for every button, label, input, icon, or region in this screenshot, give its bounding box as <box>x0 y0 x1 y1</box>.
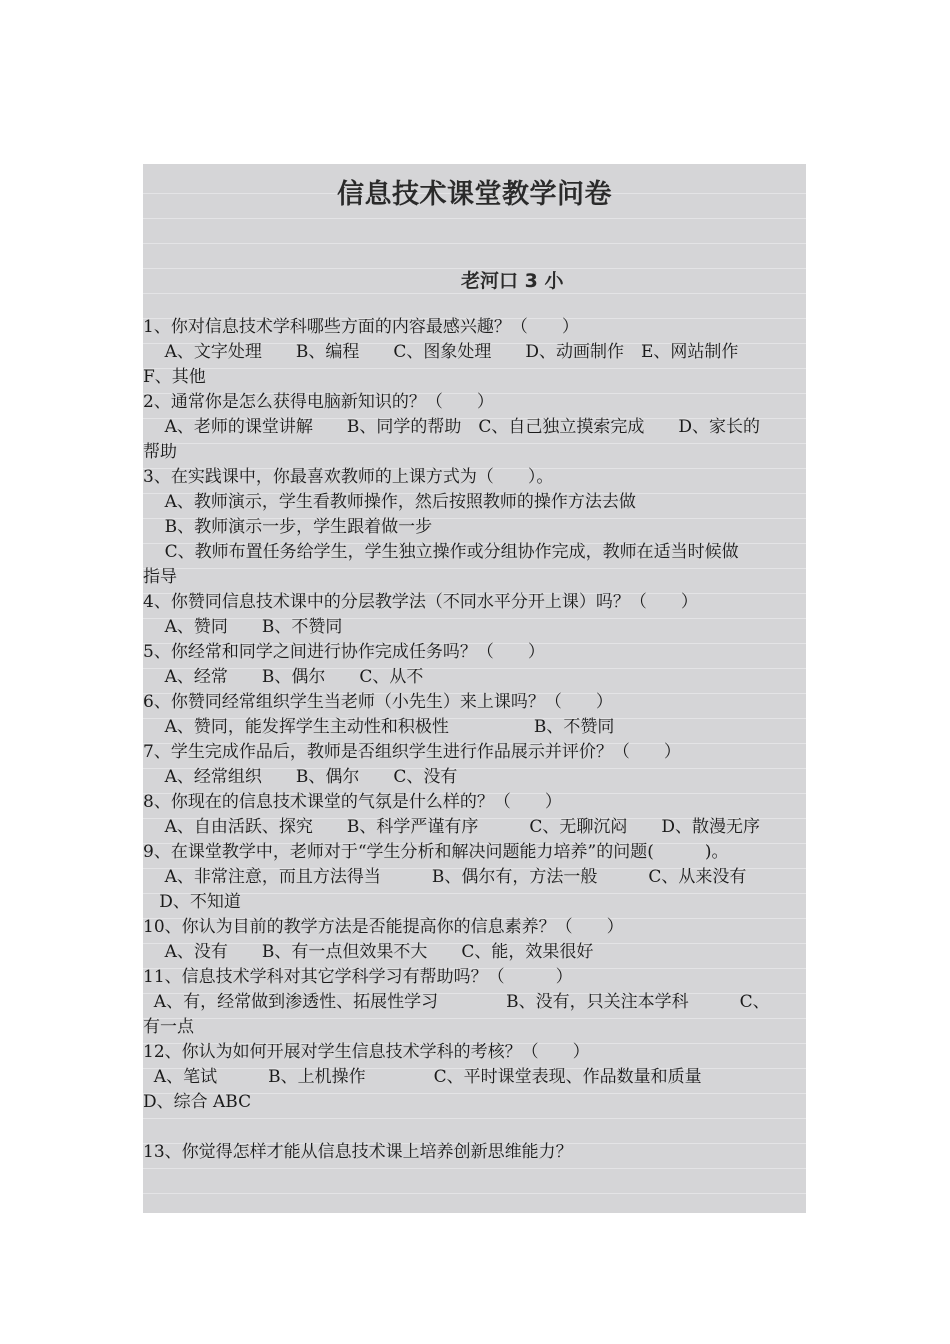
text-line: C、教师布置任务给学生，学生独立操作或分组协作完成，教师在适当时候做 <box>143 542 739 562</box>
text-line: A、赞同 B、不赞同 <box>143 617 343 637</box>
text-line: 3、在实践课中，你最喜欢教师的上课方式为（ ）。 <box>143 467 554 487</box>
text-line: 1、你对信息技术学科哪些方面的内容最感兴趣？（ ） <box>143 317 579 337</box>
text-line: A、经常 B、偶尔 C、从不 <box>143 667 424 687</box>
text-line: 指导 <box>143 567 177 587</box>
text-line: 帮助 <box>143 442 177 462</box>
text-line: A、教师演示，学生看教师操作，然后按照教师的操作方法去做 <box>143 492 636 512</box>
text-line: 8、你现在的信息技术课堂的气氛是什么样的？（ ） <box>143 792 562 812</box>
text-line: D、综合 ABC <box>143 1092 252 1112</box>
text-line: B、教师演示一步，学生跟着做一步 <box>143 517 433 537</box>
text-line: 10、你认为目前的教学方法是否能提高你的信息素养？（ ） <box>143 917 624 937</box>
text-line: A、有，经常做到渗透性、拓展性学习 B、没有，只关注本学科 C、 <box>143 992 770 1012</box>
text-line: A、赞同，能发挥学生主动性和积极性 B、不赞同 <box>143 717 615 737</box>
text-line: A、自由活跃、探究 B、科学严谨有序 C、无聊沉闷 D、散漫无序 <box>143 817 761 837</box>
text-line: A、老师的课堂讲解 B、同学的帮助 C、自己独立摸索完成 D、家长的 <box>143 417 761 437</box>
text-line: 12、你认为如何开展对学生信息技术学科的考核？（ ） <box>143 1042 590 1062</box>
text-line: 4、你赞同信息技术课中的分层教学法（不同水平分开上课）吗？（ ） <box>143 592 698 612</box>
question-list <box>143 315 806 1165</box>
text-line: 11、信息技术学科对其它学科学习有帮助吗？（ ） <box>143 967 573 987</box>
text-line: A、没有 B、有一点但效果不大 C、能，效果很好 <box>143 942 594 962</box>
text-line: 有一点 <box>143 1017 194 1037</box>
text-line: 9、在课堂教学中，老师对于“学生分析和解决问题能力培养”的问题( )。 <box>143 842 729 862</box>
text-line: A、文字处理 B、编程 C、图象处理 D、动画制作 E、网站制作 <box>143 342 739 362</box>
school-name: 老河口 3 小 <box>461 270 564 292</box>
text-line: 13、你觉得怎样才能从信息技术课上培养创新思维能力？ <box>143 1142 573 1162</box>
text-line: D、不知道 <box>143 892 241 912</box>
questionnaire-sheet <box>143 164 806 1213</box>
blank-line <box>143 1115 806 1140</box>
text-line: 7、学生完成作品后，教师是否组织学生进行作品展示并评价？（ ） <box>143 742 681 762</box>
text-line: 2、通常你是怎么获得电脑新知识的？（ ） <box>143 392 494 412</box>
text-line: A、非常注意，而且方法得当 B、偶尔有，方法一般 C、从来没有 <box>143 867 747 887</box>
text-line: F、其他 <box>143 367 206 387</box>
text-line: A、经常组织 B、偶尔 C、没有 <box>143 767 458 787</box>
text-line: 5、你经常和同学之间进行协作完成任务吗？（ ） <box>143 642 545 662</box>
text-line: 6、你赞同经常组织学生当老师（小先生）来上课吗？（ ） <box>143 692 613 712</box>
text-line: A、笔试 B、上机操作 C、平时课堂表现、作品数量和质量 <box>143 1067 702 1087</box>
document-title: 信息技术课堂教学问卷 <box>337 179 612 210</box>
